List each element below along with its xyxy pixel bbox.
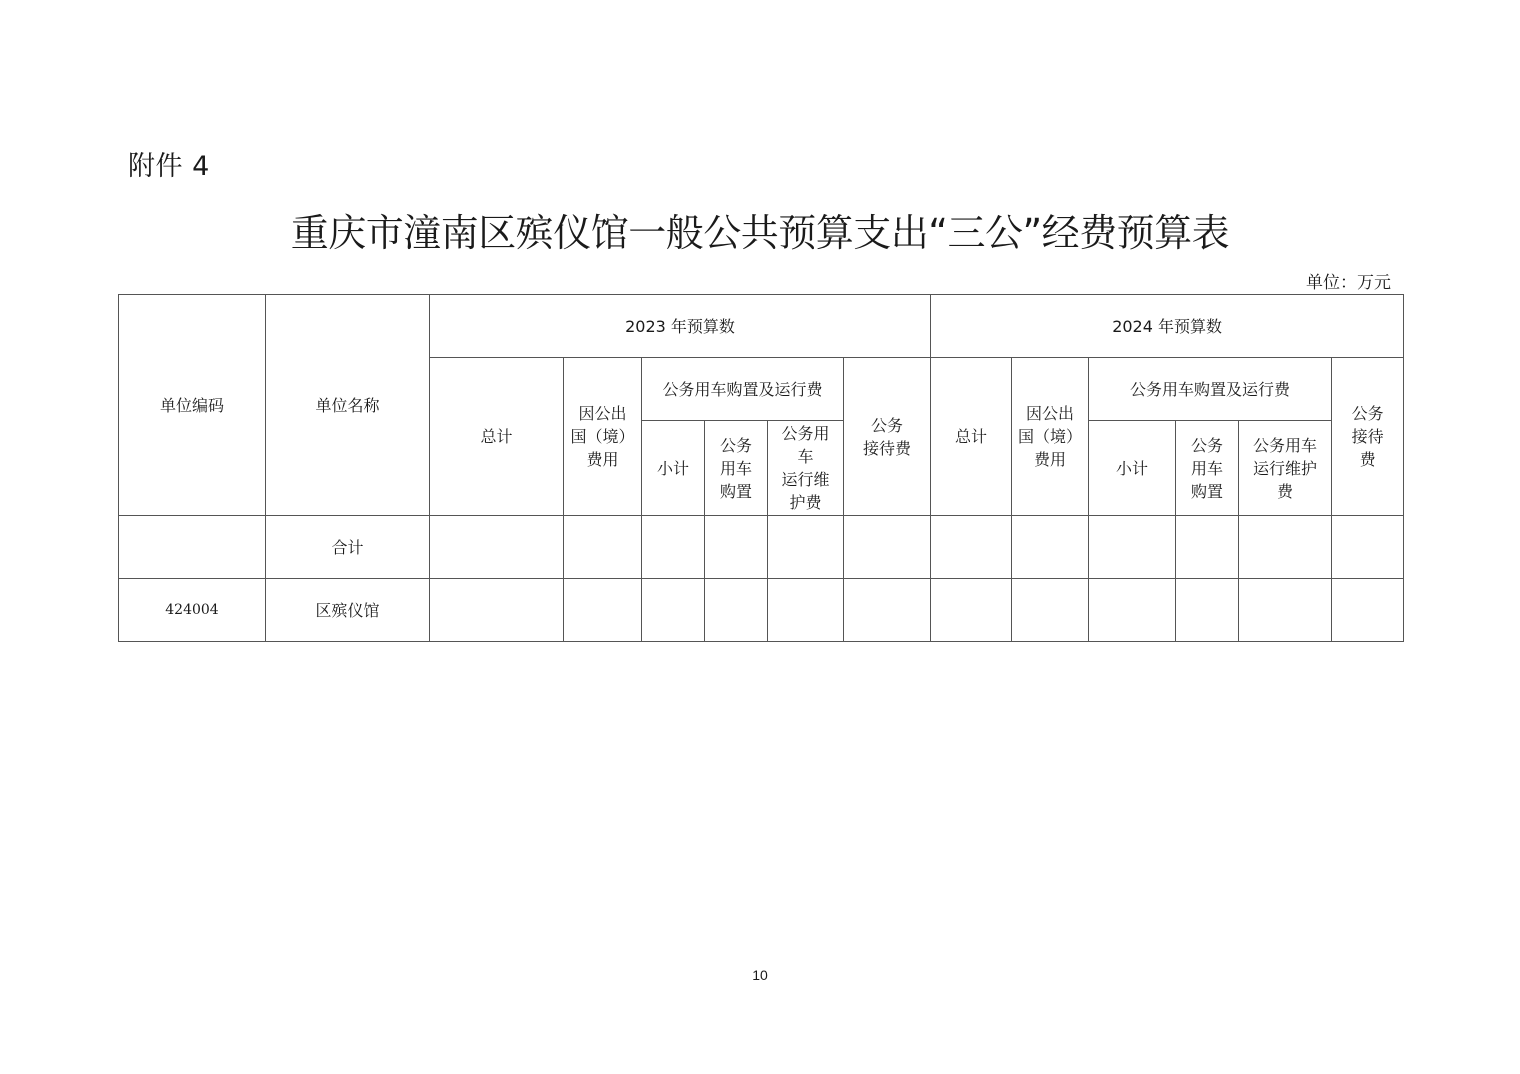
header-unit-code: 单位编码 bbox=[119, 295, 266, 516]
row-unit-code: 424004 bbox=[119, 579, 266, 642]
header-car-run-2023: 公务用 车 运行维 护费 bbox=[768, 421, 844, 516]
row-unit-name: 合计 bbox=[266, 516, 430, 579]
budget-table bbox=[118, 294, 1404, 642]
header-reception-2024: 公务 接待 费 bbox=[1332, 358, 1404, 516]
header-subtotal-2024: 小计 bbox=[1089, 421, 1176, 516]
table-row bbox=[119, 579, 1404, 642]
header-row-1 bbox=[119, 295, 1404, 358]
header-abroad-2024: 因公出 国（境） 费用 bbox=[1012, 358, 1089, 516]
header-car-run-2024: 公务用车 运行维护 费 bbox=[1239, 421, 1332, 516]
header-reception-2023: 公务 接待费 bbox=[844, 358, 931, 516]
header-car-purchase-2023: 公务 用车 购置 bbox=[705, 421, 768, 516]
header-abroad-2023: 因公出 国（境） 费用 bbox=[564, 358, 642, 516]
document-title: 重庆市潼南区殡仪馆一般公共预算支出“三公”经费预算表 bbox=[290, 211, 1230, 255]
header-year-2023: 2023 年预算数 bbox=[430, 295, 931, 358]
header-car-group-2024: 公务用车购置及运行费 bbox=[1089, 358, 1332, 421]
row-unit-name: 区殡仪馆 bbox=[266, 579, 430, 642]
header-total-2023: 总计 bbox=[430, 358, 564, 516]
table-row bbox=[119, 516, 1404, 579]
header-total-2024: 总计 bbox=[931, 358, 1012, 516]
header-unit-name: 单位名称 bbox=[266, 295, 430, 516]
header-car-purchase-2024: 公务 用车 购置 bbox=[1176, 421, 1239, 516]
header-year-2024: 2024 年预算数 bbox=[931, 295, 1404, 358]
page-number: 10 bbox=[752, 967, 768, 983]
header-car-group-2023: 公务用车购置及运行费 bbox=[642, 358, 844, 421]
unit-label: 单位：万元 bbox=[1306, 273, 1391, 293]
attachment-label: 附件 4 bbox=[128, 151, 210, 182]
header-subtotal-2023: 小计 bbox=[642, 421, 705, 516]
row-unit-code bbox=[119, 516, 266, 579]
